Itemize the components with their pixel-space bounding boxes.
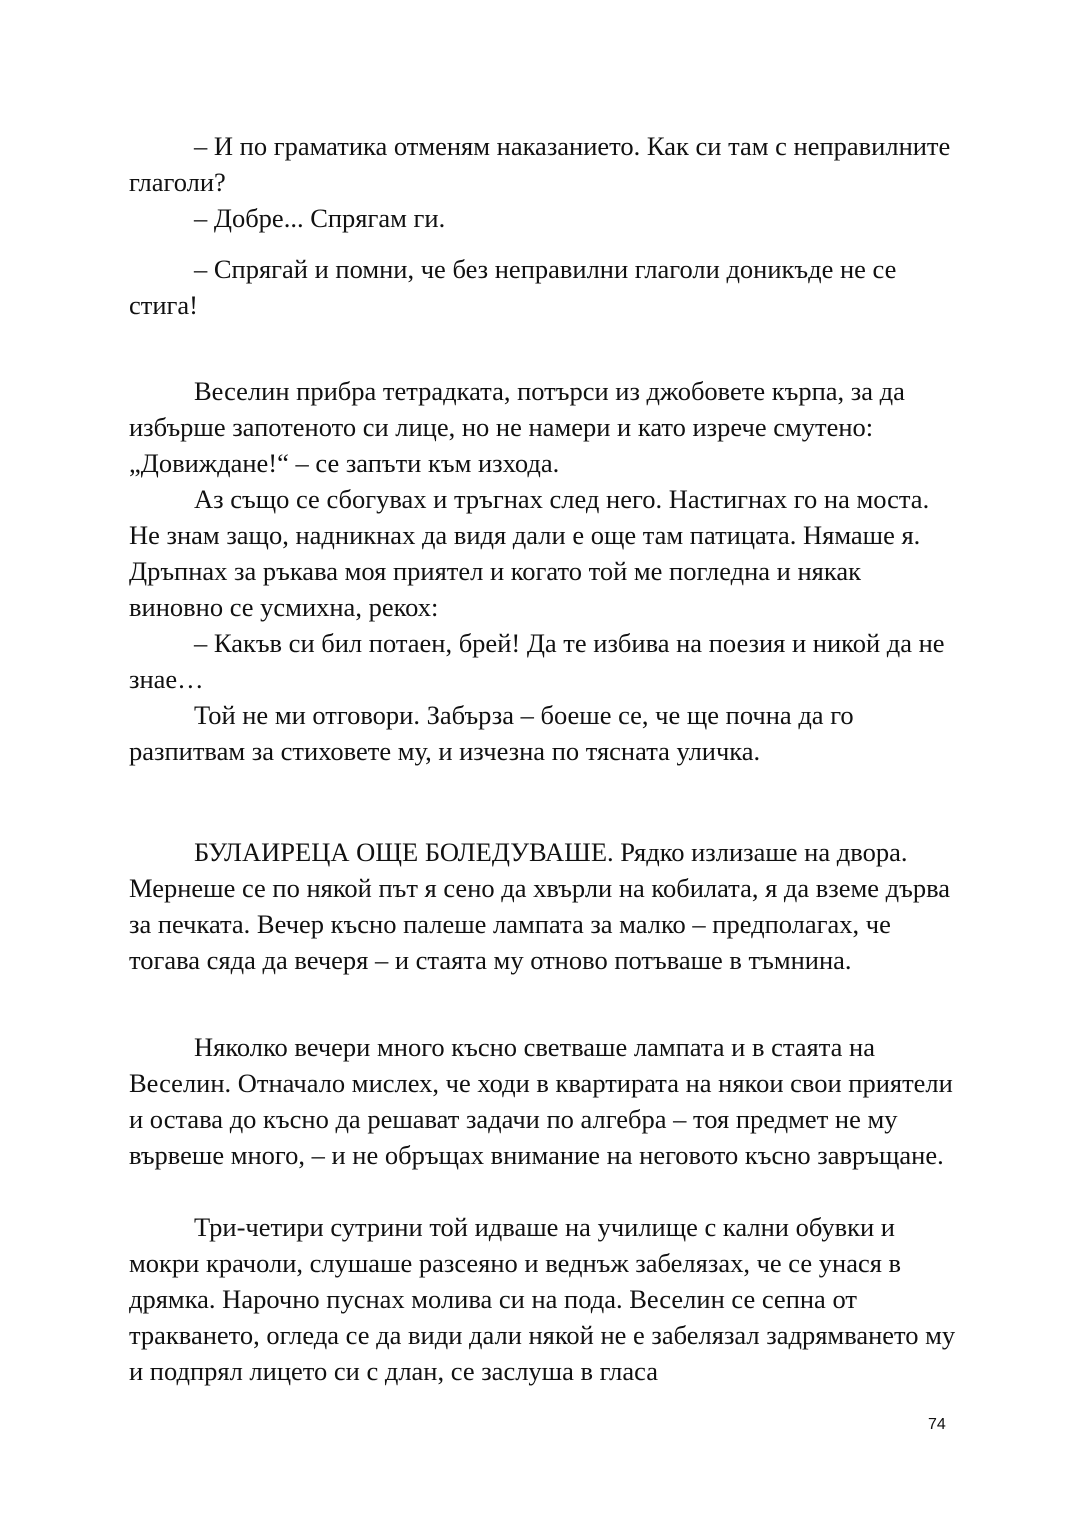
page-number: 74 (928, 1416, 946, 1433)
paragraph-7: Той не ми отговори. Забърза – боеше се, че ще почна да го разпитвам за стиховете му, и изчезна по тясната уличка. (129, 700, 854, 766)
paragraph-8: БУЛАИРЕЦА ОЩЕ БОЛЕДУВАШЕ. Рядко излизаше на двора. Мернеше се по някой път я сено да хвърли на кобилата, я да вземе дърва за печката. Вечер късно палеше лампата за малко – предполагах, че тогава сяда да вечеря – и стаята му отново потъваше в тъмнина. (129, 837, 951, 975)
paragraph-3: – Спрягай и помни, че без неправилни глаголи доникъде не се стига! (129, 254, 897, 320)
paragraph-2: – Добре... Спрягам ги. (194, 203, 446, 233)
paragraph-4: Веселин прибра тетрадката, потърси из джобовете кърпа, за да избърше запотеното си лице, но не намери и като изрече смутено: „Довиждане!“ – се запъти към изхода. (129, 376, 905, 478)
paragraph-9: Няколко вечери много късно светваше лампата и в стаята на Веселин. Отначало мислех, че ходи в квартирата на някои свои приятели и остава до късно да решават задачи по алгебра – тоя предмет не му вървеше много, – и не обръщах внимание на неговото късно завръщане. (129, 1032, 953, 1170)
paragraph-1: – И по граматика отменям наказанието. Как си там с неправилните глаголи? (129, 131, 951, 197)
paragraph-10: Три-четири сутрини той идваше на училище с кални обувки и мокри крачоли, слушаше разсеяно и веднъж забелязах, че се унася в дрямка. Нарочно пуснах молива си на пода. Веселин се сепна от тракването, огледа се да види дали някой не е забелязал задрямването му и подпрял лицето си с длан, се заслуша в гласа (129, 1212, 956, 1386)
paragraph-6: – Какъв си бил потаен, брей! Да те избива на поезия и никой да не знае… (129, 628, 945, 694)
paragraph-5: Аз също се сбогувах и тръгнах след него. Настигнах го на моста. Не знам защо, надникнах да видя дали е още там патицата. Нямаше я. Дръпнах за ръкава моя приятел и когато той ме погледна и някак виновно се усмихна, рекох: (129, 484, 930, 622)
